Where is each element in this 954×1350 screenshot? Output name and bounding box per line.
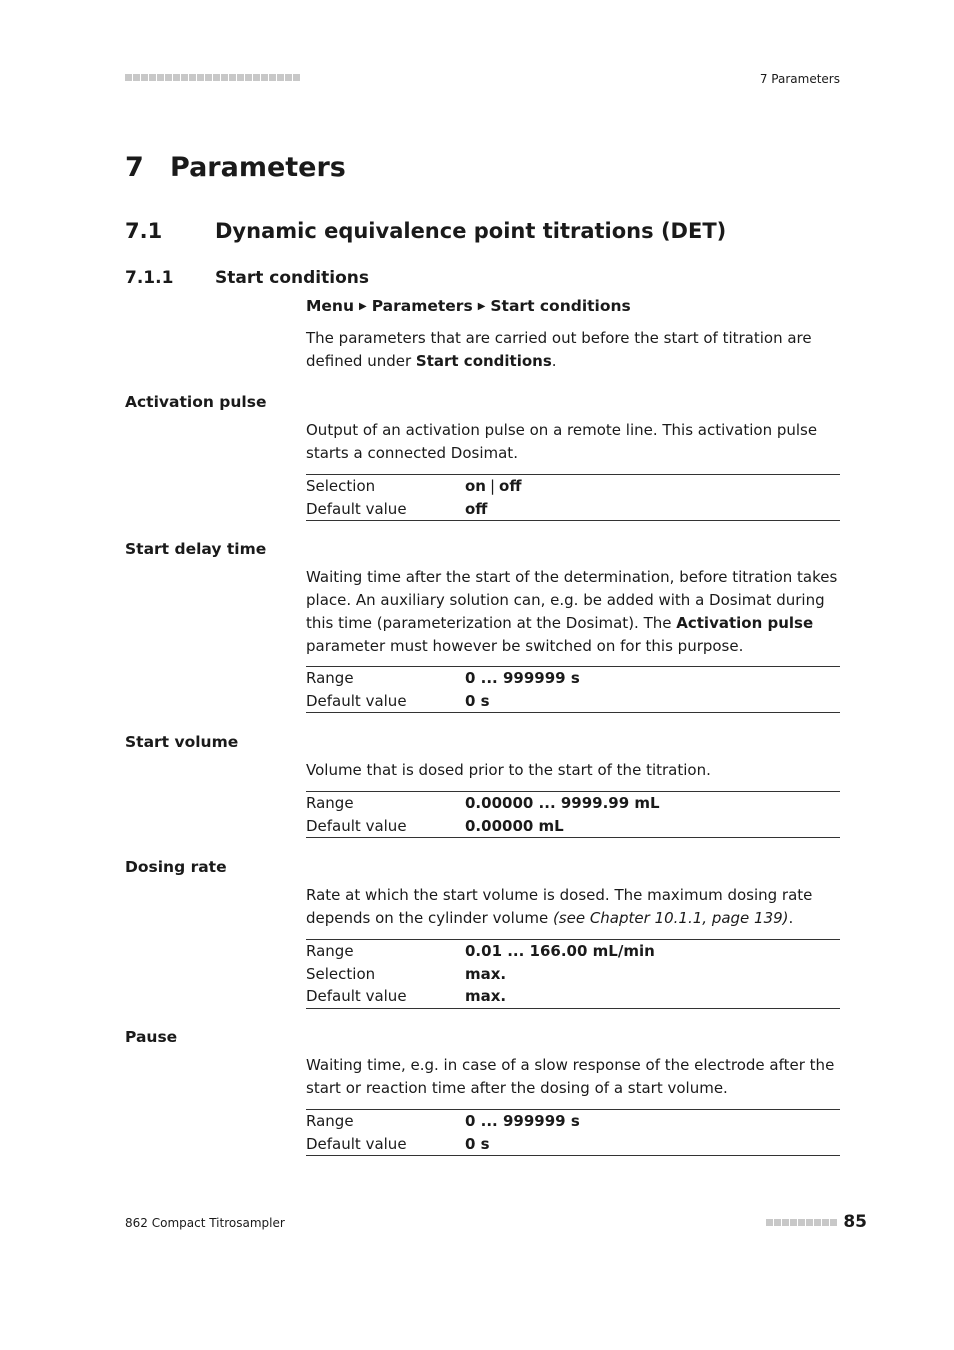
triangle-right-icon: ▶ (477, 301, 486, 312)
subsection-title: Start conditions (215, 268, 369, 288)
menu-path-item: Parameters (371, 297, 473, 315)
table-row: Selection max. (306, 964, 507, 983)
table-row: Default value max. (306, 987, 507, 1005)
section-heading (125, 219, 726, 243)
table-row: Range 0.01 ... 166.00 mL/min (306, 942, 655, 960)
footer-page-marker (766, 1212, 867, 1232)
section-title-activation-pulse: Activation pulse (125, 393, 267, 411)
chapter-number: 7 (125, 152, 144, 183)
intro-paragraph: The parameters that are carried out before the start of titration are defined under Start conditions. (306, 329, 812, 370)
table-row: Range 0.00000 ... 9999.99 mL (306, 794, 660, 812)
table-row: Selection on | off (306, 477, 522, 495)
menu-path (306, 297, 631, 315)
chapter-heading (125, 152, 346, 183)
table-row: Default value 0 s (306, 691, 490, 710)
table-row: Default value off (306, 499, 488, 518)
subsection-number: 7.1.1 (125, 268, 174, 288)
table-row: Range 0 ... 999999 s (306, 1112, 580, 1130)
footer-decoration-dots (766, 1219, 837, 1226)
section-number: 7.1 (125, 219, 163, 243)
chapter-title: Parameters (170, 152, 346, 183)
footer-product-name: 862 Compact Titrosampler (125, 1216, 285, 1230)
table-row: Range 0 ... 999999 s (306, 669, 580, 687)
menu-path-item: Start conditions (490, 297, 631, 315)
section-title-dosing-rate: Dosing rate (125, 858, 227, 876)
triangle-right-icon: ▶ (359, 301, 367, 312)
menu-path-item: Menu (306, 297, 355, 315)
section-title-start-volume: Start volume (125, 733, 239, 751)
activation-pulse-description: Output of an activation pulse on a remote line. This activation pulse starts a connected Dosimat. (306, 421, 818, 462)
header-decoration-dots (125, 74, 300, 83)
start-delay-description: Waiting time after the start of the determination, before titration takes place. An auxiliary solution can, e.g. be added with a Dosimat during this time (parameterization at the Dosimat). The Activation pulse parameter must however be switched on for this purpose. (306, 568, 838, 655)
start-delay-table (306, 666, 840, 713)
table-row: Default value 0 s (306, 1134, 490, 1153)
section-title: Dynamic equivalence point titrations (DET) (215, 219, 727, 243)
subsection-heading (125, 268, 369, 288)
dosing-rate-description: Rate at which the start volume is dosed. The maximum dosing rate depends on the cylinder volume (see Chapter 10.1.1, page 139). (306, 886, 813, 927)
pause-table (306, 1109, 840, 1156)
start-volume-table (306, 791, 840, 838)
table-row: Default value 0.00000 mL (306, 816, 564, 835)
page-number: 85 (843, 1212, 867, 1232)
header-chapter-label: 7 Parameters (759, 72, 840, 86)
dosing-rate-table (306, 939, 840, 1009)
section-title-pause: Pause (125, 1028, 178, 1046)
section-title-start-delay-time: Start delay time (125, 540, 267, 558)
pause-description: Waiting time, e.g. in case of a slow response of the electrode after the start or reaction time after the dosing of a start volume. (306, 1056, 835, 1097)
start-volume-description: Volume that is dosed prior to the start of the titration. (306, 761, 711, 779)
activation-pulse-table (306, 474, 840, 521)
